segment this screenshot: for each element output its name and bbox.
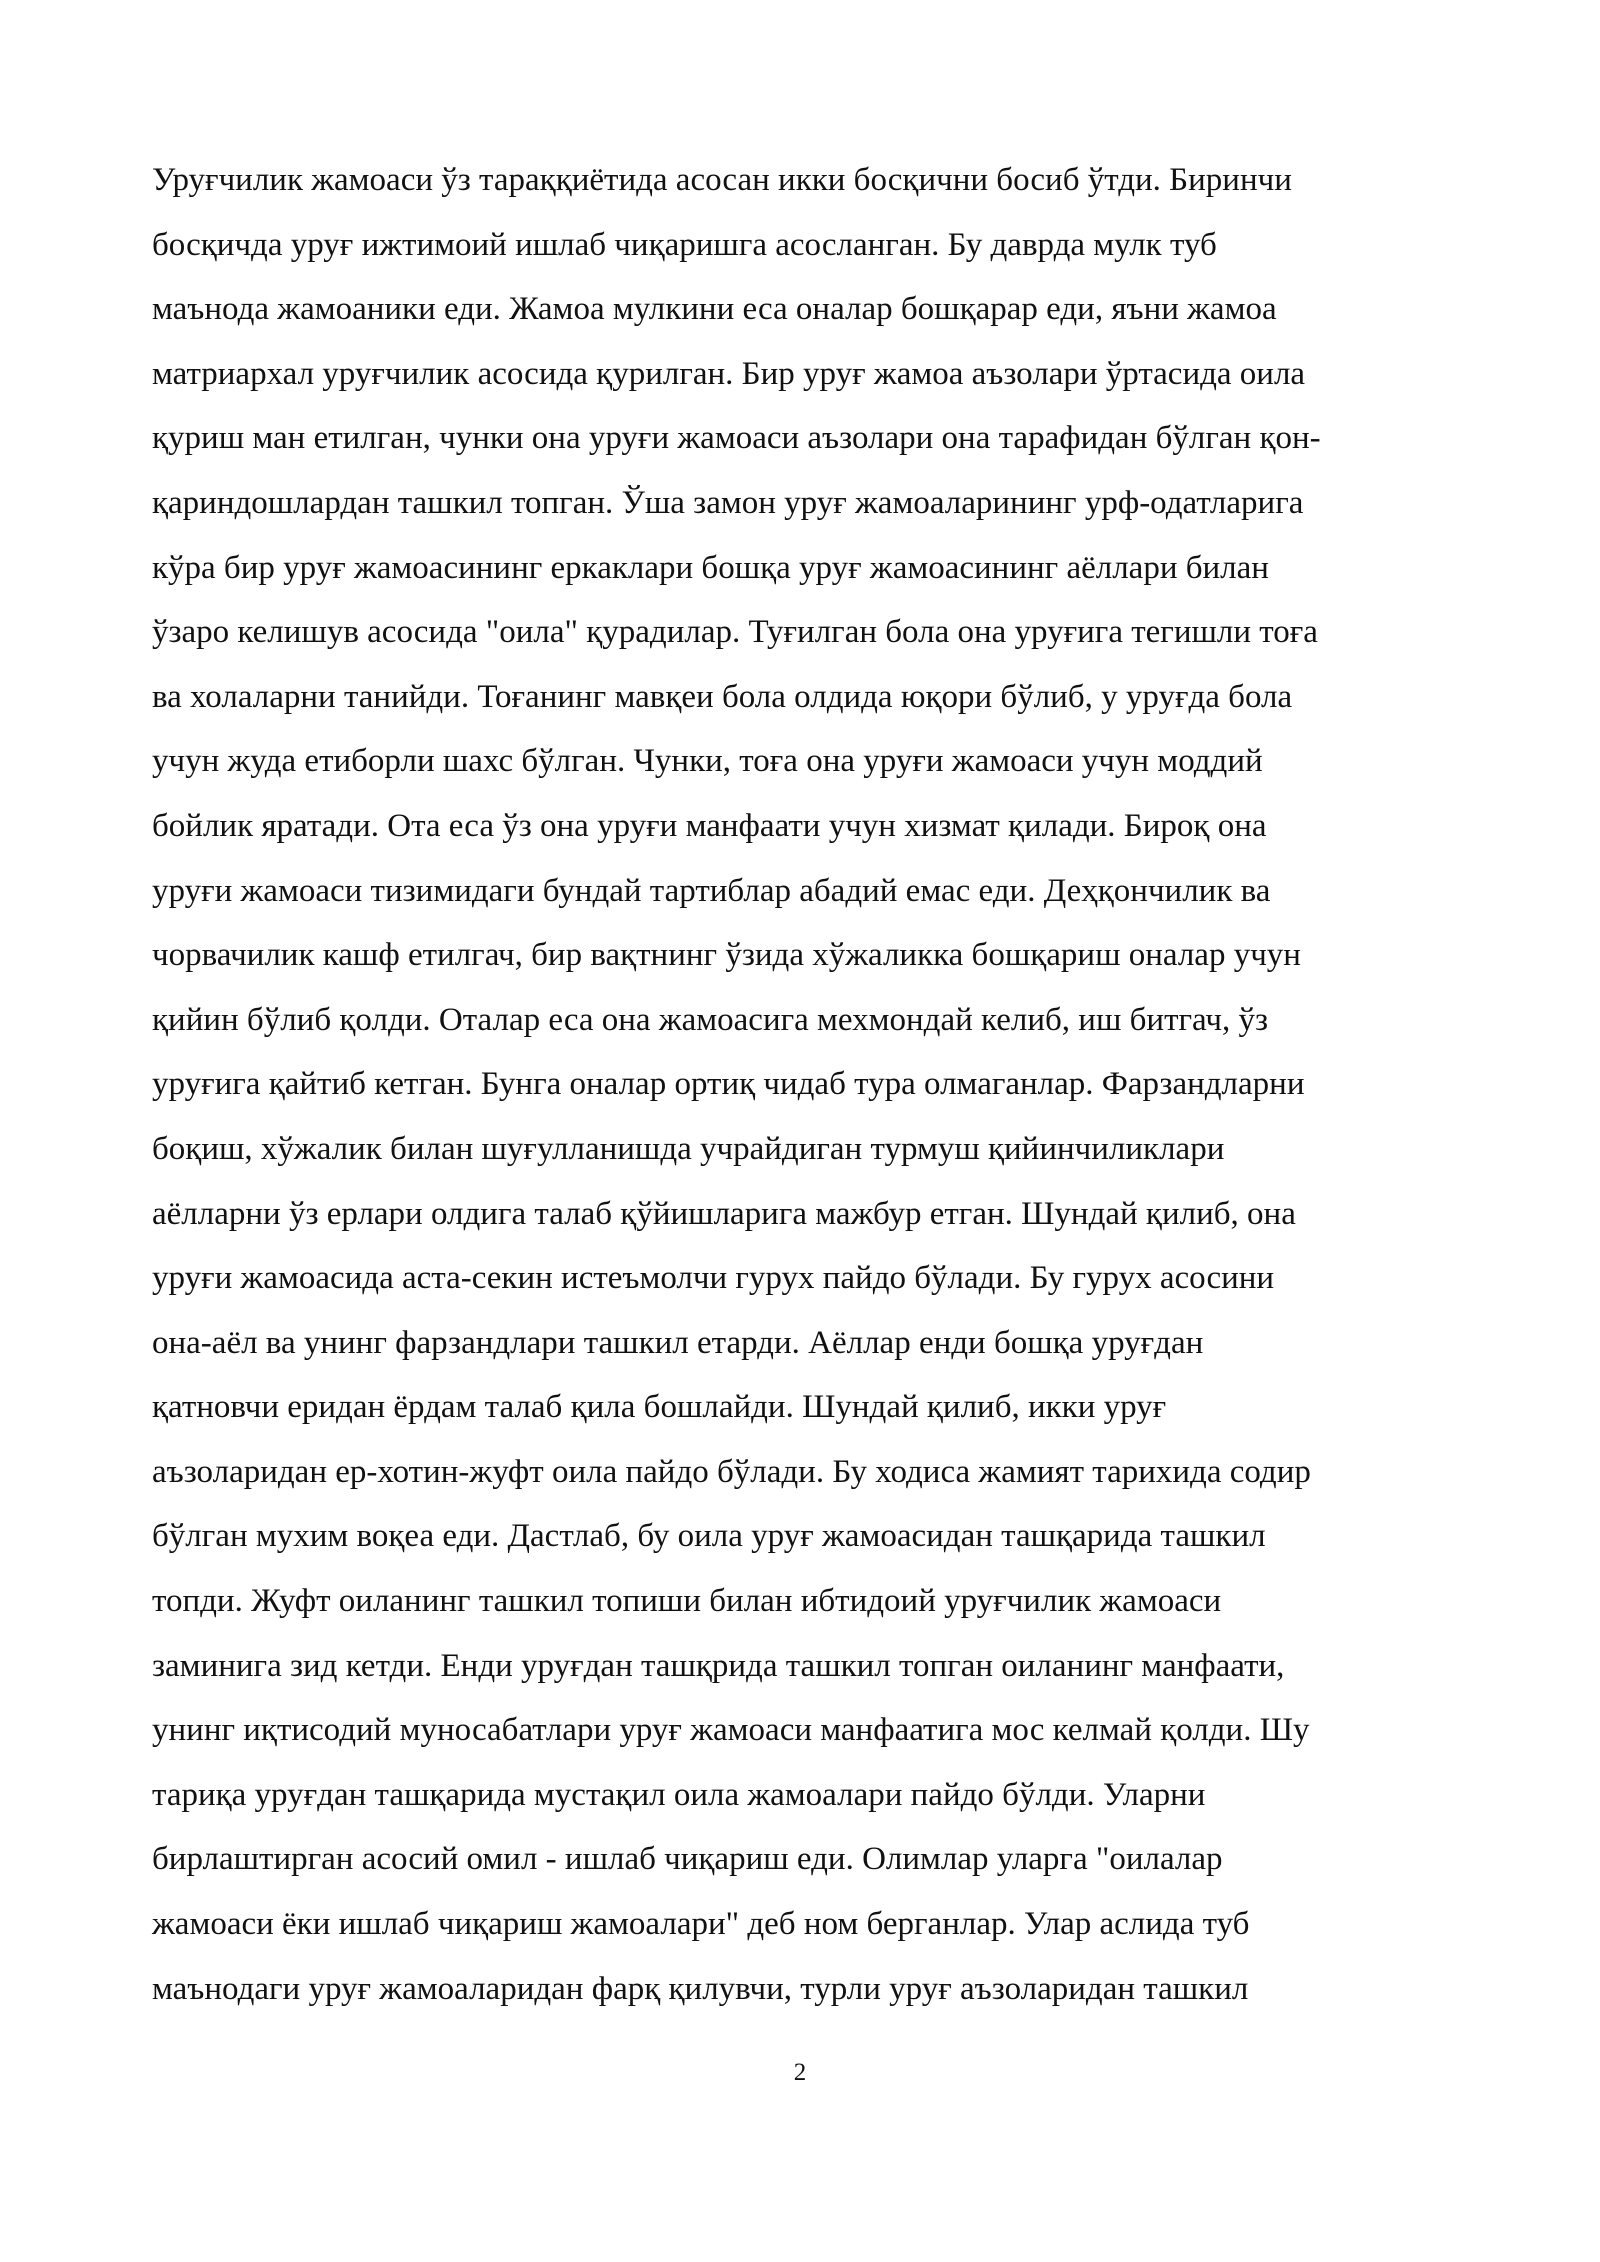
text-line: чорвачилик кашф етилгач, бир вақтнинг ўзида хўжаликка бошқариш оналар учун: [152, 937, 1301, 974]
text-line: бирлаштирган асосий омил - ишлаб чиқариш еди. Олимлар уларга "оилалар: [152, 1841, 1223, 1878]
text-line: ўзаро келишув асосида "оила" қурадилар. Туғилган бола она уруғига тегишли тоға: [152, 614, 1318, 651]
text-line: топди. Жуфт оиланинг ташкил топиши билан ибтидоий уруғчилик жамоаси: [152, 1583, 1222, 1620]
text-line: Уруғчилик жамоаси ўз тараққиётида асосан икки босқични босиб ўтди. Биринчи: [152, 162, 1292, 198]
text-line: тариқа уруғдан ташқарида мустақил оила жамоалари пайдо бўлди. Уларни: [152, 1776, 1206, 1813]
text-line: уруғи жамоаси тизимидаги бундай тартиблар абадий емас еди. Деҳқончилик ва: [152, 872, 1271, 909]
text-line: босқичда уруғ ижтимоий ишлаб чиқаришга асосланган. Бу даврда мулк туб: [152, 226, 1217, 263]
page-number: 2: [793, 2059, 807, 2086]
text-line: она-аёл ва унинг фарзандлари ташкил етарди. Аёллар енди бошқа уруғдан: [152, 1324, 1204, 1361]
text-line: қатновчи еридан ёрдам талаб қила бошлайди. Шундай қилиб, икки уруғ: [152, 1389, 1167, 1426]
text-line: аъзоларидан ер-хотин-жуфт оила пайдо бўлади. Бу ходиса жамият тарихида содир: [152, 1453, 1311, 1490]
text-line: қариндошлардан ташкил топган. Ўша замон уруғ жамоаларининг урф-одатларига: [152, 484, 1304, 521]
text-line: маънодаги уруғ жамоаларидан фарқ қилувчи, турли уруғ аъзоларидан ташкил: [152, 1970, 1249, 2007]
text-line: боқиш, хўжалик билан шуғулланишда учрайдиган турмуш қийинчиликлари: [152, 1130, 1225, 1167]
text-line: қийин бўлиб қолди. Оталар еса она жамоасига мехмондай келиб, иш битгач, ўз: [152, 1001, 1268, 1038]
text-line: учун жуда етиборли шахс бўлган. Чунки, тоға она уруғи жамоаси учун моддий: [152, 743, 1263, 780]
text-line: бўлган мухим воқеа еди. Дастлаб, бу оила уруғ жамоасидан ташқарида ташкил: [152, 1518, 1266, 1555]
text-line: ва холаларни танийди. Тоғанинг мавқеи бола олдида юқори бўлиб, у уруғда бола: [152, 678, 1293, 715]
text-line: кўра бир уруғ жамоасининг еркаклари бошқа уруғ жамоасининг аёллари билан: [152, 549, 1269, 586]
text-line: матриархал уруғчилик асосида қурилган. Бир уруғ жамоа аъзолари ўртасида оила: [152, 355, 1306, 392]
text-line: маънода жамоаники еди. Жамоа мулкини еса оналар бошқарар еди, яъни жамоа: [152, 291, 1277, 328]
text-line: қуриш ман етилган, чунки она уруғи жамоаси аъзолари она тарафидан бўлган қон-: [152, 420, 1321, 457]
text-line: аёлларни ўз ерлари олдига талаб қўйишларига мажбур етган. Шундай қилиб, она: [152, 1195, 1296, 1232]
text-line: уруғига қайтиб кетган. Бунга оналар ортиқ чидаб тура олмаганлар. Фарзандларни: [152, 1066, 1305, 1103]
text-line: унинг иқтисодий муносабатлари уруғ жамоаси манфаатига мос келмай қолди. Шу: [152, 1712, 1310, 1749]
body-text: [152, 148, 1500, 2021]
text-line: заминига зид кетди. Енди уруғдан ташқрида ташкил топган оиланинг манфаати,: [152, 1647, 1285, 1684]
text-line: бойлик яратади. Ота еса ўз она уруғи манфаати учун хизмат қилади. Бироқ она: [152, 807, 1267, 844]
text-line: жамоаси ёки ишлаб чиқариш жамоалари" деб ном берганлар. Улар аслида туб: [152, 1906, 1250, 1943]
text-line: уруғи жамоасида аста-секин истеъмолчи гурух пайдо бўлади. Бу гурух асосини: [152, 1260, 1275, 1297]
